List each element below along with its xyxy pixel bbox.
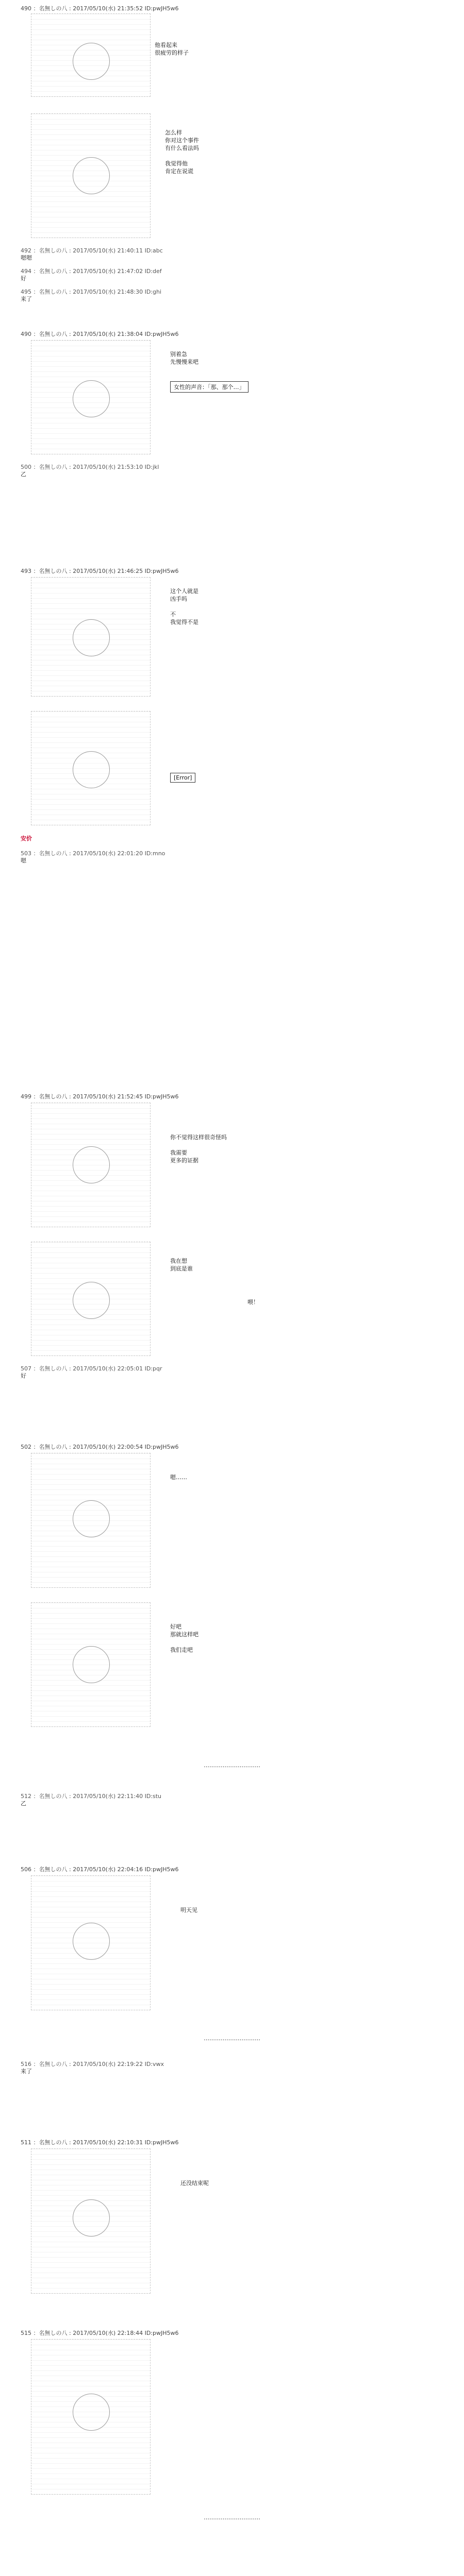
post-header: 506 ：名無しの八 : 2017/05/10(水) 22:04:16 ID:pwJH5w6 <box>21 1866 179 1873</box>
face-sketch <box>73 2394 110 2431</box>
post-header: 502 ：名無しの八 : 2017/05/10(水) 22:00:54 ID:pwJH5w6 <box>21 1444 179 1450</box>
ascii-art-figure <box>31 340 151 454</box>
dialog-text: 好吧 那就这样吧 我们走吧 <box>170 1623 198 1653</box>
post-header: 493 ：名無しの八 : 2017/05/10(水) 21:46:25 ID:pwJH5w6 <box>21 568 179 574</box>
divider-banner: ………………………… <box>204 2035 260 2042</box>
dialog-text: 我在想 到底是谁 <box>170 1258 193 1272</box>
face-sketch <box>73 1500 110 1537</box>
reply-comment: 500 ：名無しの八 : 2017/05/10(水) 21:53:10 ID:jkl 乙 <box>21 464 159 478</box>
ascii-art-figure <box>31 2339 151 2495</box>
boxed-quote: 女性的声音：「那、那个…」 <box>170 381 248 393</box>
ascii-art-figure <box>31 2148 151 2294</box>
face-sketch <box>73 1646 110 1683</box>
face-sketch <box>73 619 110 656</box>
face-sketch <box>73 751 110 788</box>
ascii-art-figure <box>31 13 151 97</box>
dialog-text: 他看起来 很疲劳的样子 <box>155 42 189 56</box>
ascii-art-figure <box>31 1242 151 1356</box>
post-header: 490 ：名無しの八 : 2017/05/10(水) 21:35:52 ID:pwJH5w6 <box>21 5 179 12</box>
dialog-text: 别着急 先慢慢来吧 <box>170 351 198 365</box>
reply-comment: 492 ：名無しの八 : 2017/05/10(水) 21:40:11 ID:abc 嗯嗯 <box>21 247 163 261</box>
face-sketch <box>73 1923 110 1960</box>
reply-comment: 503 ：名無しの八 : 2017/05/10(水) 22:01:20 ID:mno 嗯 <box>21 850 165 864</box>
dialog-text: 这个人就是 凶手吗 不 我觉得不是 <box>170 588 198 625</box>
ascii-art-figure <box>31 1875 151 2010</box>
post-header: 511 ：名無しの八 : 2017/05/10(水) 22:10:31 ID:pwJH5w6 <box>21 2139 179 2146</box>
boxed-error: [Error] <box>170 773 195 783</box>
reply-comment: 494 ：名無しの八 : 2017/05/10(水) 21:47:02 ID:def 好 <box>21 268 162 282</box>
post-header: 515 ：名無しの八 : 2017/05/10(水) 22:18:44 ID:pwJH5w6 <box>21 2330 179 2336</box>
ascii-art-figure <box>31 1103 151 1227</box>
post-header: 490 ：名無しの八 : 2017/05/10(水) 21:38:04 ID:pwJH5w6 <box>21 331 179 337</box>
reply-comment: 495 ：名無しの八 : 2017/05/10(水) 21:48:30 ID:ghi 来了 <box>21 289 162 302</box>
ascii-art-figure <box>31 711 151 825</box>
face-sketch <box>73 157 110 194</box>
ascii-art-figure <box>31 1453 151 1588</box>
ascii-art-figure <box>31 577 151 697</box>
dialog-text: 还没结束呢 <box>180 2180 209 2187</box>
ascii-art-figure <box>31 1602 151 1727</box>
face-sketch <box>73 1282 110 1319</box>
dialog-text: 喂！ <box>247 1299 259 1306</box>
dialog-text: 明天见 <box>180 1907 197 1913</box>
face-sketch <box>73 43 110 80</box>
ascii-art-figure <box>31 113 151 238</box>
dialog-text: 怎么样 你对这个事件 有什么看法吗 我觉得他 肯定在说谎 <box>165 129 199 175</box>
divider-banner: ………………………… <box>204 2514 260 2521</box>
dialog-text: 你不觉得这样很奇怪吗 我需要 更多的证据 <box>170 1134 227 1164</box>
dialog-text: 嗯…… <box>170 1474 187 1481</box>
divider-banner: ………………………… <box>204 1762 260 1769</box>
red-label: 安价 <box>21 835 32 842</box>
reply-comment: 507 ：名無しの八 : 2017/05/10(水) 22:05:01 ID:pqr 好 <box>21 1365 162 1379</box>
post-header: 499 ：名無しの八 : 2017/05/10(水) 21:52:45 ID:pwJH5w6 <box>21 1093 179 1100</box>
face-sketch <box>73 2199 110 2236</box>
reply-comment: 516 ：名無しの八 : 2017/05/10(水) 22:19:22 ID:vwx 来了 <box>21 2061 164 2075</box>
reply-comment: 512 ：名無しの八 : 2017/05/10(水) 22:11:40 ID:stu 乙 <box>21 1793 162 1807</box>
face-sketch <box>73 380 110 417</box>
face-sketch <box>73 1146 110 1183</box>
